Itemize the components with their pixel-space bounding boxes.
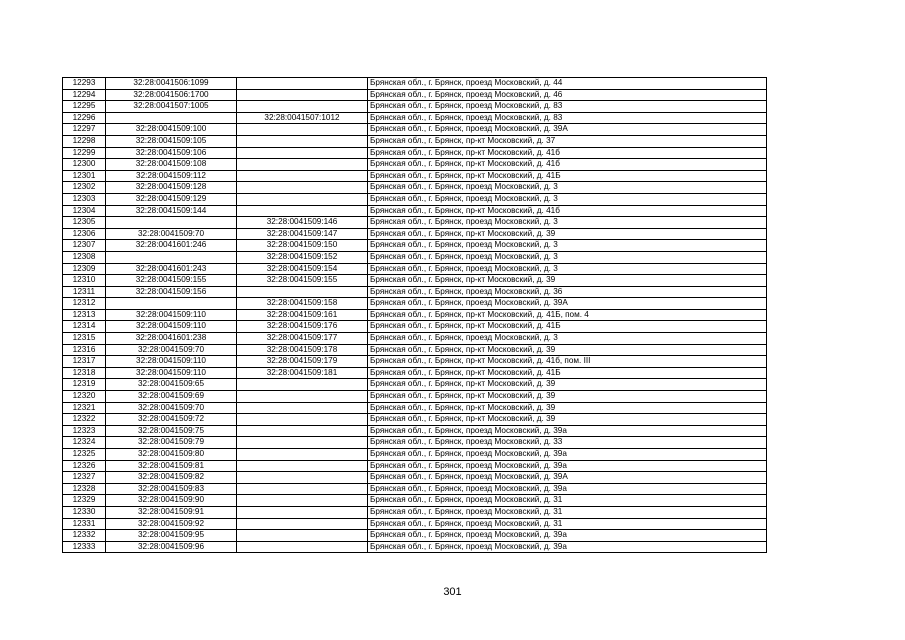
linked-cadastral-number-cell: 32:28:0041509:155 — [237, 275, 368, 287]
linked-cadastral-number-cell — [237, 205, 368, 217]
linked-cadastral-number-cell — [237, 506, 368, 518]
table-row — [63, 240, 767, 252]
table-row — [63, 251, 767, 263]
linked-cadastral-number-cell — [237, 530, 368, 542]
linked-cadastral-number-cell — [237, 425, 368, 437]
cadastral-number-cell: 32:28:0041509:156 — [106, 286, 237, 298]
record-number-cell: 12325 — [63, 449, 106, 461]
address-cell: Брянская обл., г. Брянск, пр-кт Московский, д. 39 — [368, 344, 767, 356]
record-number-cell: 12300 — [63, 159, 106, 171]
table-row — [63, 414, 767, 426]
table-row — [63, 286, 767, 298]
page-number: 301 — [443, 586, 462, 598]
address-cell: Брянская обл., г. Брянск, пр-кт Московский, д. 41Б — [368, 321, 767, 333]
address-cell: Брянская обл., г. Брянск, пр-кт Московский, д. 39 — [368, 228, 767, 240]
table-row — [63, 402, 767, 414]
cadastral-number-cell — [106, 298, 237, 310]
table-row — [63, 112, 767, 124]
address-cell: Брянская обл., г. Брянск, пр-кт Московский, д. 41Б — [368, 367, 767, 379]
address-cell: Брянская обл., г. Брянск, проезд Московский, д. 31 — [368, 506, 767, 518]
cadastral-number-cell: 32:28:0041509:82 — [106, 472, 237, 484]
table-row — [63, 147, 767, 159]
address-cell: Брянская обл., г. Брянск, проезд Московский, д. 39а — [368, 530, 767, 542]
record-number-cell: 12322 — [63, 414, 106, 426]
address-cell: Брянская обл., г. Брянск, пр-кт Московский, д. 41б, пом. III — [368, 356, 767, 368]
cadastral-number-cell: 32:28:0041509:69 — [106, 391, 237, 403]
linked-cadastral-number-cell: 32:28:0041507:1012 — [237, 112, 368, 124]
linked-cadastral-number-cell — [237, 193, 368, 205]
address-cell: Брянская обл., г. Брянск, пр-кт Московский, д. 41б — [368, 147, 767, 159]
address-cell: Брянская обл., г. Брянск, проезд Московский, д. 39а — [368, 483, 767, 495]
cadastral-number-cell: 32:28:0041509:70 — [106, 228, 237, 240]
table-row — [63, 89, 767, 101]
table-row — [63, 449, 767, 461]
table-row — [63, 205, 767, 217]
linked-cadastral-number-cell — [237, 124, 368, 136]
address-cell: Брянская обл., г. Брянск, проезд Московский, д. 36 — [368, 286, 767, 298]
address-cell: Брянская обл., г. Брянск, проезд Московский, д. 3 — [368, 217, 767, 229]
table-row — [63, 135, 767, 147]
cadastral-number-cell: 32:28:0041509:70 — [106, 402, 237, 414]
table-row — [63, 367, 767, 379]
table-row — [63, 391, 767, 403]
record-number-cell: 12326 — [63, 460, 106, 472]
cadastral-number-cell: 32:28:0041509:110 — [106, 367, 237, 379]
cadastral-number-cell: 32:28:0041509:108 — [106, 159, 237, 171]
cadastral-number-cell: 32:28:0041509:65 — [106, 379, 237, 391]
records-table — [62, 77, 767, 553]
linked-cadastral-number-cell — [237, 449, 368, 461]
linked-cadastral-number-cell — [237, 147, 368, 159]
record-number-cell: 12303 — [63, 193, 106, 205]
table-row — [63, 78, 767, 90]
cadastral-number-cell: 32:28:0041509:100 — [106, 124, 237, 136]
address-cell: Брянская обл., г. Брянск, проезд Московский, д. 3 — [368, 263, 767, 275]
cadastral-number-cell: 32:28:0041509:105 — [106, 135, 237, 147]
cadastral-number-cell — [106, 251, 237, 263]
cadastral-number-cell: 32:28:0041509:110 — [106, 309, 237, 321]
table-row — [63, 379, 767, 391]
table-row — [63, 518, 767, 530]
cadastral-number-cell: 32:28:0041506:1099 — [106, 78, 237, 90]
record-number-cell: 12314 — [63, 321, 106, 333]
record-number-cell: 12304 — [63, 205, 106, 217]
record-number-cell: 12321 — [63, 402, 106, 414]
table-row — [63, 541, 767, 553]
linked-cadastral-number-cell: 32:28:0041509:176 — [237, 321, 368, 333]
record-number-cell: 12317 — [63, 356, 106, 368]
record-number-cell: 12301 — [63, 170, 106, 182]
address-cell: Брянская обл., г. Брянск, пр-кт Московский, д. 41Б, пом. 4 — [368, 309, 767, 321]
address-cell: Брянская обл., г. Брянск, пр-кт Московский, д. 41б — [368, 159, 767, 171]
table-row — [63, 309, 767, 321]
record-number-cell: 12315 — [63, 333, 106, 345]
linked-cadastral-number-cell: 32:28:0041509:177 — [237, 333, 368, 345]
linked-cadastral-number-cell — [237, 460, 368, 472]
linked-cadastral-number-cell: 32:28:0041509:146 — [237, 217, 368, 229]
record-number-cell: 12329 — [63, 495, 106, 507]
cadastral-number-cell: 32:28:0041509:110 — [106, 356, 237, 368]
linked-cadastral-number-cell: 32:28:0041509:178 — [237, 344, 368, 356]
record-number-cell: 12320 — [63, 391, 106, 403]
table-row — [63, 263, 767, 275]
table-row — [63, 333, 767, 345]
record-number-cell: 12313 — [63, 309, 106, 321]
linked-cadastral-number-cell — [237, 135, 368, 147]
table-row — [63, 193, 767, 205]
cadastral-number-cell: 32:28:0041509:110 — [106, 321, 237, 333]
address-cell: Брянская обл., г. Брянск, проезд Московский, д. 39а — [368, 425, 767, 437]
address-cell: Брянская обл., г. Брянск, проезд Московский, д. 3 — [368, 182, 767, 194]
linked-cadastral-number-cell — [237, 495, 368, 507]
linked-cadastral-number-cell — [237, 541, 368, 553]
address-cell: Брянская обл., г. Брянск, проезд Московский, д. 39А — [368, 472, 767, 484]
records-table-body — [63, 78, 767, 553]
address-cell: Брянская обл., г. Брянск, пр-кт Московский, д. 41Б — [368, 170, 767, 182]
address-cell: Брянская обл., г. Брянск, проезд Московский, д. 31 — [368, 495, 767, 507]
address-cell: Брянская обл., г. Брянск, проезд Московский, д. 39а — [368, 541, 767, 553]
cadastral-number-cell: 32:28:0041509:96 — [106, 541, 237, 553]
table-row — [63, 228, 767, 240]
record-number-cell: 12323 — [63, 425, 106, 437]
linked-cadastral-number-cell: 32:28:0041509:161 — [237, 309, 368, 321]
linked-cadastral-number-cell: 32:28:0041509:158 — [237, 298, 368, 310]
linked-cadastral-number-cell — [237, 472, 368, 484]
cadastral-number-cell: 32:28:0041509:92 — [106, 518, 237, 530]
cadastral-number-cell: 32:28:0041509:72 — [106, 414, 237, 426]
record-number-cell: 12302 — [63, 182, 106, 194]
linked-cadastral-number-cell: 32:28:0041509:152 — [237, 251, 368, 263]
record-number-cell: 12332 — [63, 530, 106, 542]
cadastral-number-cell: 32:28:0041601:246 — [106, 240, 237, 252]
table-row — [63, 483, 767, 495]
linked-cadastral-number-cell — [237, 286, 368, 298]
linked-cadastral-number-cell — [237, 101, 368, 113]
table-row — [63, 344, 767, 356]
linked-cadastral-number-cell: 32:28:0041509:154 — [237, 263, 368, 275]
address-cell: Брянская обл., г. Брянск, проезд Московский, д. 83 — [368, 112, 767, 124]
address-cell: Брянская обл., г. Брянск, проезд Московский, д. 39а — [368, 449, 767, 461]
record-number-cell: 12298 — [63, 135, 106, 147]
table-row — [63, 170, 767, 182]
record-number-cell: 12310 — [63, 275, 106, 287]
address-cell: Брянская обл., г. Брянск, пр-кт Московский, д. 39 — [368, 414, 767, 426]
record-number-cell: 12293 — [63, 78, 106, 90]
address-cell: Брянская обл., г. Брянск, проезд Московский, д. 3 — [368, 193, 767, 205]
cadastral-number-cell: 32:28:0041509:80 — [106, 449, 237, 461]
address-cell: Брянская обл., г. Брянск, проезд Московский, д. 3 — [368, 240, 767, 252]
cadastral-number-cell: 32:28:0041509:91 — [106, 506, 237, 518]
linked-cadastral-number-cell: 32:28:0041509:181 — [237, 367, 368, 379]
linked-cadastral-number-cell: 32:28:0041509:147 — [237, 228, 368, 240]
linked-cadastral-number-cell — [237, 414, 368, 426]
address-cell: Брянская обл., г. Брянск, проезд Московский, д. 83 — [368, 101, 767, 113]
linked-cadastral-number-cell — [237, 89, 368, 101]
record-number-cell: 12333 — [63, 541, 106, 553]
address-cell: Брянская обл., г. Брянск, пр-кт Московский, д. 39 — [368, 391, 767, 403]
cadastral-number-cell: 32:28:0041509:70 — [106, 344, 237, 356]
cadastral-number-cell: 32:28:0041509:90 — [106, 495, 237, 507]
record-number-cell: 12299 — [63, 147, 106, 159]
cadastral-number-cell — [106, 112, 237, 124]
cadastral-number-cell: 32:28:0041509:129 — [106, 193, 237, 205]
table-row — [63, 182, 767, 194]
address-cell: Брянская обл., г. Брянск, пр-кт Московский, д. 39 — [368, 275, 767, 287]
cadastral-number-cell: 32:28:0041506:1700 — [106, 89, 237, 101]
record-number-cell: 12294 — [63, 89, 106, 101]
table-row — [63, 101, 767, 113]
record-number-cell: 12308 — [63, 251, 106, 263]
address-cell: Брянская обл., г. Брянск, пр-кт Московский, д. 41б — [368, 205, 767, 217]
record-number-cell: 12324 — [63, 437, 106, 449]
record-number-cell: 12318 — [63, 367, 106, 379]
record-number-cell: 12295 — [63, 101, 106, 113]
record-number-cell: 12316 — [63, 344, 106, 356]
linked-cadastral-number-cell — [237, 170, 368, 182]
record-number-cell: 12309 — [63, 263, 106, 275]
cadastral-number-cell: 32:28:0041509:95 — [106, 530, 237, 542]
address-cell: Брянская обл., г. Брянск, пр-кт Московский, д. 37 — [368, 135, 767, 147]
linked-cadastral-number-cell — [237, 391, 368, 403]
record-number-cell: 12297 — [63, 124, 106, 136]
cadastral-number-cell: 32:28:0041509:155 — [106, 275, 237, 287]
linked-cadastral-number-cell — [237, 518, 368, 530]
table-row — [63, 298, 767, 310]
table-row — [63, 437, 767, 449]
cadastral-number-cell: 32:28:0041509:75 — [106, 425, 237, 437]
cadastral-number-cell: 32:28:0041509:79 — [106, 437, 237, 449]
record-number-cell: 12331 — [63, 518, 106, 530]
cadastral-number-cell: 32:28:0041509:112 — [106, 170, 237, 182]
cadastral-number-cell: 32:28:0041601:238 — [106, 333, 237, 345]
address-cell: Брянская обл., г. Брянск, проезд Московский, д. 31 — [368, 518, 767, 530]
cadastral-number-cell: 32:28:0041509:83 — [106, 483, 237, 495]
address-cell: Брянская обл., г. Брянск, проезд Московский, д. 33 — [368, 437, 767, 449]
linked-cadastral-number-cell — [237, 78, 368, 90]
table-row — [63, 321, 767, 333]
record-number-cell: 12328 — [63, 483, 106, 495]
address-cell: Брянская обл., г. Брянск, проезд Московский, д. 39а — [368, 460, 767, 472]
record-number-cell: 12306 — [63, 228, 106, 240]
address-cell: Брянская обл., г. Брянск, проезд Московский, д. 3 — [368, 251, 767, 263]
cadastral-number-cell: 32:28:0041509:144 — [106, 205, 237, 217]
table-row — [63, 506, 767, 518]
cadastral-number-cell: 32:28:0041509:106 — [106, 147, 237, 159]
linked-cadastral-number-cell — [237, 402, 368, 414]
table-row — [63, 472, 767, 484]
table-row — [63, 217, 767, 229]
record-number-cell: 12327 — [63, 472, 106, 484]
table-row — [63, 275, 767, 287]
address-cell: Брянская обл., г. Брянск, проезд Московский, д. 44 — [368, 78, 767, 90]
linked-cadastral-number-cell — [237, 182, 368, 194]
table-row — [63, 425, 767, 437]
cadastral-number-cell — [106, 217, 237, 229]
table-row — [63, 530, 767, 542]
table-row — [63, 495, 767, 507]
record-number-cell: 12312 — [63, 298, 106, 310]
record-number-cell: 12330 — [63, 506, 106, 518]
table-row — [63, 460, 767, 472]
address-cell: Брянская обл., г. Брянск, проезд Московский, д. 3 — [368, 333, 767, 345]
record-number-cell: 12305 — [63, 217, 106, 229]
address-cell: Брянская обл., г. Брянск, проезд Московский, д. 39А — [368, 124, 767, 136]
table-row — [63, 159, 767, 171]
linked-cadastral-number-cell — [237, 437, 368, 449]
record-number-cell: 12307 — [63, 240, 106, 252]
address-cell: Брянская обл., г. Брянск, проезд Московский, д. 39А — [368, 298, 767, 310]
address-cell: Брянская обл., г. Брянск, проезд Московский, д. 46 — [368, 89, 767, 101]
table-row — [63, 356, 767, 368]
cadastral-number-cell: 32:28:0041601:243 — [106, 263, 237, 275]
cadastral-number-cell: 32:28:0041509:81 — [106, 460, 237, 472]
linked-cadastral-number-cell — [237, 483, 368, 495]
address-cell: Брянская обл., г. Брянск, пр-кт Московский, д. 39 — [368, 379, 767, 391]
linked-cadastral-number-cell — [237, 159, 368, 171]
record-number-cell: 12311 — [63, 286, 106, 298]
cadastral-number-cell: 32:28:0041509:128 — [106, 182, 237, 194]
linked-cadastral-number-cell: 32:28:0041509:150 — [237, 240, 368, 252]
record-number-cell: 12296 — [63, 112, 106, 124]
address-cell: Брянская обл., г. Брянск, пр-кт Московский, д. 39 — [368, 402, 767, 414]
table-row — [63, 124, 767, 136]
linked-cadastral-number-cell — [237, 379, 368, 391]
linked-cadastral-number-cell: 32:28:0041509:179 — [237, 356, 368, 368]
cadastral-number-cell: 32:28:0041507:1005 — [106, 101, 237, 113]
record-number-cell: 12319 — [63, 379, 106, 391]
